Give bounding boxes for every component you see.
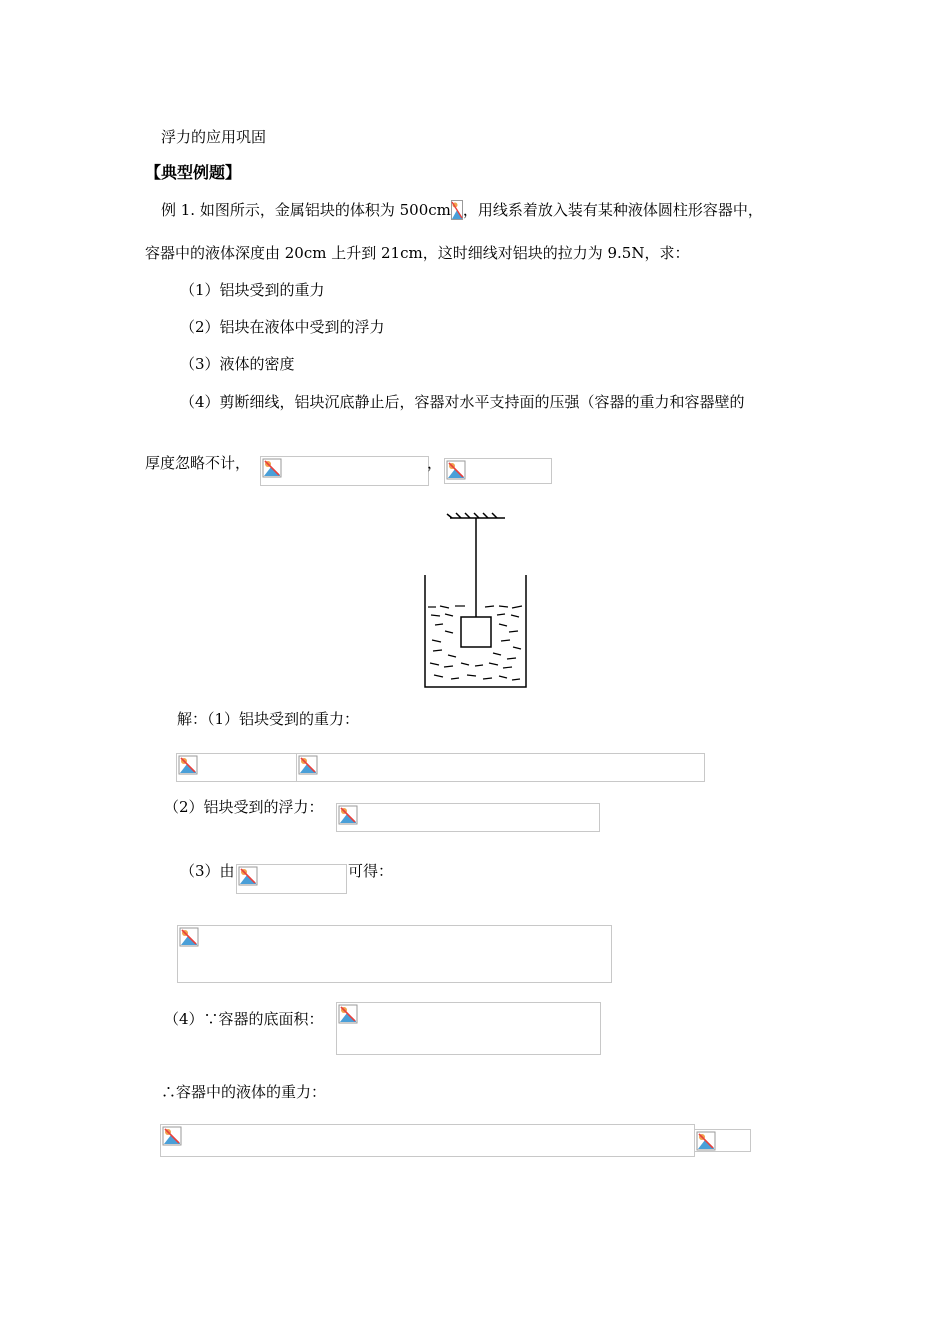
example-1-line-2: 容器中的液体深度由 20cm 上升到 21cm，这时细线对铝块的拉力为 9.5N，求： — [145, 244, 690, 262]
solution-3-prefix: （3）由 — [180, 862, 235, 880]
broken-image-icon — [696, 1131, 716, 1151]
solution-2: （2）铝块受到的浮力： — [164, 798, 324, 816]
question-2: （2）铝块在液体中受到的浮力 — [180, 318, 385, 336]
solution-5: ∴容器中的液体的重力： — [161, 1083, 327, 1101]
section-heading: 【典型例题】 — [145, 163, 242, 182]
formula-image-small — [694, 1129, 751, 1152]
formula-image-weight — [296, 753, 705, 782]
question-4-continued: 厚度忽略不计， — [145, 454, 251, 472]
broken-image-icon — [162, 1126, 182, 1146]
formula-image-mass — [176, 753, 298, 782]
broken-image-icon — [298, 755, 318, 775]
container-diagram — [415, 505, 535, 695]
formula-image-archimedes — [236, 864, 347, 894]
formula-image-density-liquid — [177, 925, 612, 983]
broken-image-icon — [262, 458, 282, 478]
solution-4: （4）∵容器的底面积： — [164, 1010, 324, 1028]
question-3: （3）液体的密度 — [180, 355, 295, 373]
comma-separator: ， — [427, 454, 443, 472]
formula-image-buoyancy — [336, 803, 600, 832]
broken-image-icon — [338, 805, 358, 825]
formula-image-g — [444, 458, 552, 484]
solution-3-suffix: 可得： — [348, 862, 394, 880]
broken-image-icon — [451, 200, 463, 220]
formula-image-liquid-weight — [160, 1124, 695, 1157]
question-4: （4）剪断细线，铝块沉底静止后，容器对水平支持面的压强（容器的重力和容器壁的 — [180, 393, 745, 411]
solution-heading: 解：（1）铝块受到的重力： — [177, 710, 360, 728]
question-1: （1）铝块受到的重力 — [180, 281, 325, 299]
formula-image-density-al — [260, 456, 429, 486]
doc-title: 浮力的应用巩固 — [161, 128, 267, 146]
formula-image-base-area — [336, 1002, 601, 1055]
broken-image-icon — [179, 927, 199, 947]
example-1-text-a: 例 1. 如图所示，金属铝块的体积为 500cm — [161, 201, 451, 219]
example-1-text-b: ，用线系着放入装有某种液体圆柱形容器中， — [462, 201, 763, 219]
broken-image-icon — [338, 1004, 358, 1024]
broken-image-icon — [238, 866, 258, 886]
example-1-line-1 — [161, 200, 763, 220]
broken-image-icon — [446, 460, 466, 480]
broken-image-icon — [178, 755, 198, 775]
